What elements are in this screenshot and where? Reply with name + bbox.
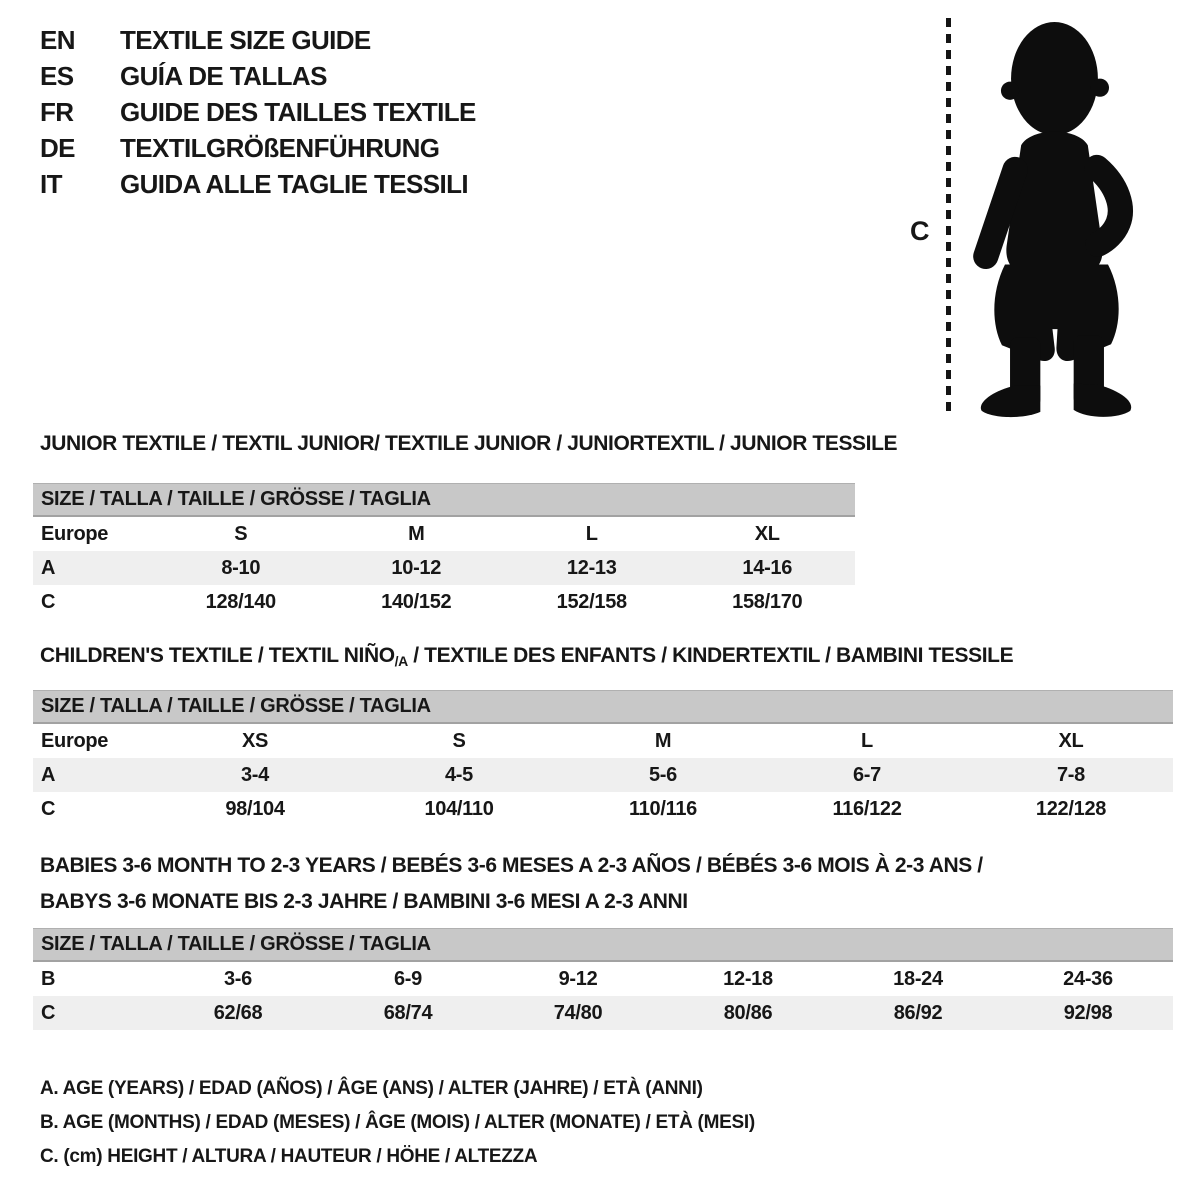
value-cell: 128/140	[205, 590, 276, 613]
toddler-silhouette	[968, 16, 1146, 420]
table-row-height	[33, 792, 1173, 826]
value-cell: 74/80	[553, 1001, 603, 1024]
junior-size-table	[33, 483, 855, 619]
language-code: EN	[40, 25, 75, 55]
guide-title: TEXTILE SIZE GUIDE	[120, 25, 371, 55]
language-code: FR	[40, 97, 74, 127]
size-cell: XL	[754, 522, 780, 545]
value-cell: 86/92	[893, 1001, 943, 1024]
size-cell: L	[861, 729, 873, 752]
table-row-months	[33, 962, 1173, 996]
value-cell: 158/170	[732, 590, 803, 613]
value-cell: 122/128	[1035, 797, 1107, 820]
guide-title: GUIDE DES TAILLES TEXTILE	[120, 97, 476, 127]
language-title-list	[40, 22, 476, 202]
value-cell: 116/122	[832, 797, 902, 820]
children-size-table	[33, 690, 1173, 826]
language-row-es	[40, 58, 476, 94]
row-label: C	[41, 797, 56, 820]
language-row-it	[40, 166, 476, 202]
guide-title: GUIDA ALLE TAGLIE TESSILI	[120, 169, 469, 199]
value-cell: 14-16	[742, 556, 793, 579]
babies-size-table	[33, 928, 1173, 1030]
babies-title-line1: BABIES 3-6 MONTH TO 2-3 YEARS / BEBÉS 3-6 MESES A 2-3 AÑOS / BÉBÉS 3-6 MOIS À 2-3 ANS /	[40, 854, 983, 877]
table-header-bar	[33, 483, 855, 517]
row-label: C	[41, 590, 56, 613]
value-cell: 5-6	[648, 763, 677, 786]
footnote-age-months: B. AGE (MONTHS) / EDAD (MESES) / ÂGE (MOIS) / ALTER (MONATE) / ETÀ (MESI)	[40, 1112, 755, 1133]
value-cell: 7-8	[1056, 763, 1085, 786]
language-row-fr	[40, 94, 476, 130]
row-label: Europe	[41, 729, 109, 752]
value-cell: 24-36	[1063, 967, 1113, 990]
value-cell: 12-18	[723, 967, 773, 990]
size-cell: M	[408, 522, 425, 545]
table-row-height	[33, 996, 1173, 1030]
guide-title: GUÍA DE TALLAS	[120, 61, 327, 91]
babies-section-title	[40, 848, 983, 920]
value-cell: 6-7	[852, 763, 881, 786]
row-label: A	[41, 763, 56, 786]
language-row-de	[40, 130, 476, 166]
height-measure-dotted-line	[946, 18, 951, 418]
value-cell: 4-5	[444, 763, 473, 786]
value-cell: 140/152	[381, 590, 452, 613]
value-cell: 62/68	[213, 1001, 263, 1024]
guide-title: TEXTILGRÖßENFÜHRUNG	[120, 133, 440, 163]
language-code: ES	[40, 61, 74, 91]
table-header-label: SIZE / TALLA / TAILLE / GRÖSSE / TAGLIA	[41, 933, 431, 955]
size-cell: S	[234, 522, 248, 545]
row-label: A	[41, 556, 56, 579]
table-header-label: SIZE / TALLA / TAILLE / GRÖSSE / TAGLIA	[41, 488, 431, 510]
table-row-height	[33, 585, 855, 619]
babies-title-line2: BABYS 3-6 MONATE BIS 2-3 JAHRE / BAMBINI 3-6 MESI A 2-3 ANNI	[40, 890, 688, 913]
children-title-subscript: /A	[394, 653, 408, 669]
size-cell: XL	[1058, 729, 1084, 752]
language-code: IT	[40, 169, 62, 199]
size-cell: S	[452, 729, 466, 752]
table-row-age	[33, 758, 1173, 792]
size-cell: M	[654, 729, 672, 752]
size-cell: XS	[241, 729, 269, 752]
footnote-legend	[40, 1072, 755, 1174]
table-header-bar	[33, 928, 1173, 962]
children-section-title	[40, 644, 1013, 669]
value-cell: 152/158	[556, 590, 627, 613]
value-cell: 68/74	[383, 1001, 433, 1024]
value-cell: 92/98	[1063, 1001, 1113, 1024]
language-row-en	[40, 22, 476, 58]
table-header-bar	[33, 690, 1173, 724]
value-cell: 10-12	[391, 556, 442, 579]
value-cell: 6-9	[393, 967, 422, 990]
value-cell: 18-24	[893, 967, 943, 990]
value-cell: 110/116	[629, 797, 697, 820]
table-row-sizes	[33, 517, 855, 551]
value-cell: 12-13	[566, 556, 617, 579]
value-cell: 9-12	[558, 967, 598, 990]
children-title-text: / TEXTILE DES ENFANTS / KINDERTEXTIL / BAMBINI TESSILE	[407, 644, 1014, 667]
row-label: C	[41, 1001, 56, 1024]
value-cell: 8-10	[221, 556, 261, 579]
footnote-height-cm: C. (cm) HEIGHT / ALTURA / HAUTEUR / HÖHE / ALTEZZA	[40, 1146, 538, 1167]
size-cell: L	[585, 522, 598, 545]
footnote-age-years: A. AGE (YEARS) / EDAD (AÑOS) / ÂGE (ANS) / ALTER (JAHRE) / ETÀ (ANNI)	[40, 1078, 703, 1099]
table-row-age	[33, 551, 855, 585]
value-cell: 80/86	[723, 1001, 773, 1024]
language-code: DE	[40, 133, 75, 163]
junior-section-title: JUNIOR TEXTILE / TEXTIL JUNIOR/ TEXTILE JUNIOR / JUNIORTEXTIL / JUNIOR TESSILE	[40, 432, 898, 455]
height-measure-label: C	[910, 216, 930, 246]
table-header-label: SIZE / TALLA / TAILLE / GRÖSSE / TAGLIA	[41, 695, 431, 717]
row-label: Europe	[41, 522, 109, 545]
children-title-text: CHILDREN'S TEXTILE / TEXTIL NIÑO	[40, 644, 395, 667]
value-cell: 104/110	[424, 797, 494, 820]
row-label: B	[41, 967, 56, 990]
value-cell: 3-4	[240, 763, 269, 786]
value-cell: 3-6	[223, 967, 252, 990]
table-row-sizes	[33, 724, 1173, 758]
value-cell: 98/104	[225, 797, 285, 820]
